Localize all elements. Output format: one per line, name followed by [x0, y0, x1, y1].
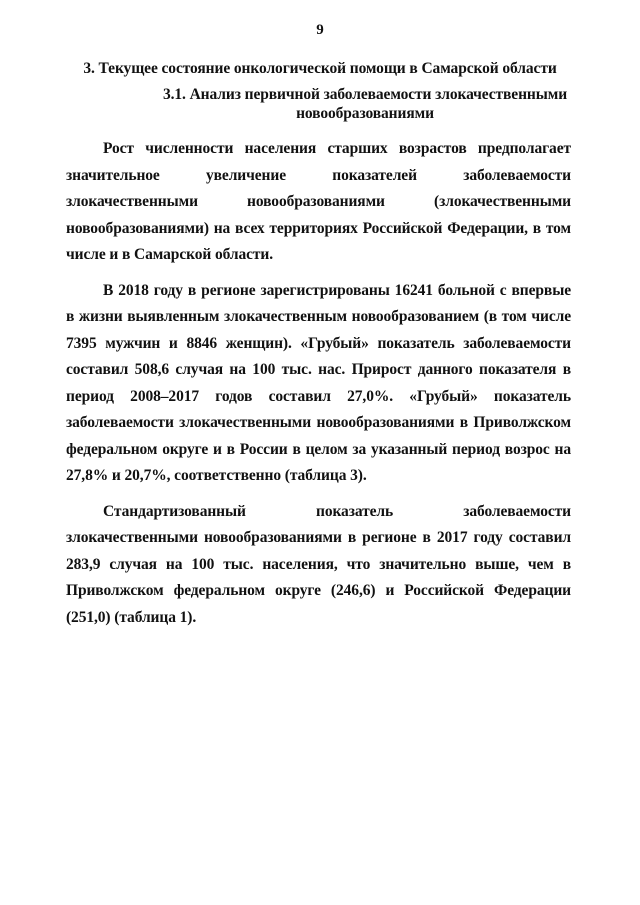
- page-number: 9: [316, 22, 324, 38]
- subsection-title: 3.1. Анализ первичной заболеваемости злокачественными новообразованиями: [162, 86, 568, 122]
- paragraph-standardized-rate: Стандартизованный показатель заболеваемости злокачественными новообразованиями в регионе в 2017 году составил 283,9 случая на 100 тыс. населения, что значительно выше, чем в Приволжском федеральном округе (246,6) и Российской Федерации (251,0) (таблица 1).: [66, 502, 571, 626]
- body-text: [66, 136, 571, 640]
- paragraph-population-growth: Рост численности населения старших возрастов предполагает значительное увеличение показателей заболеваемости злокачественными новообразованиями (злокачественными новообразованиями) на всех территориях Российской Федерации, в том числе и в Самарской области.: [66, 140, 571, 263]
- paragraph-2018-incidence: В 2018 году в регионе зарегистрированы 16241 больной с впервые в жизни выявленным злокачественным новообразованием (в том числе 7395 мужчин и 8846 женщин). «Грубый» показатель заболеваемости составил 508,6 случая на 100 тыс. нас. Прирост данного показателя в период 2008–2017 годов составил 27,0%. «Грубый» показатель заболеваемости злокачественными новообразованиями в Приволжском федеральном округе и в России в целом за указанный период возрос на 27,8% и 20,7%, соответственно (таблица 3).: [66, 281, 571, 484]
- section-title: 3. Текущее состояние онкологической помощи в Самарской области: [83, 60, 557, 77]
